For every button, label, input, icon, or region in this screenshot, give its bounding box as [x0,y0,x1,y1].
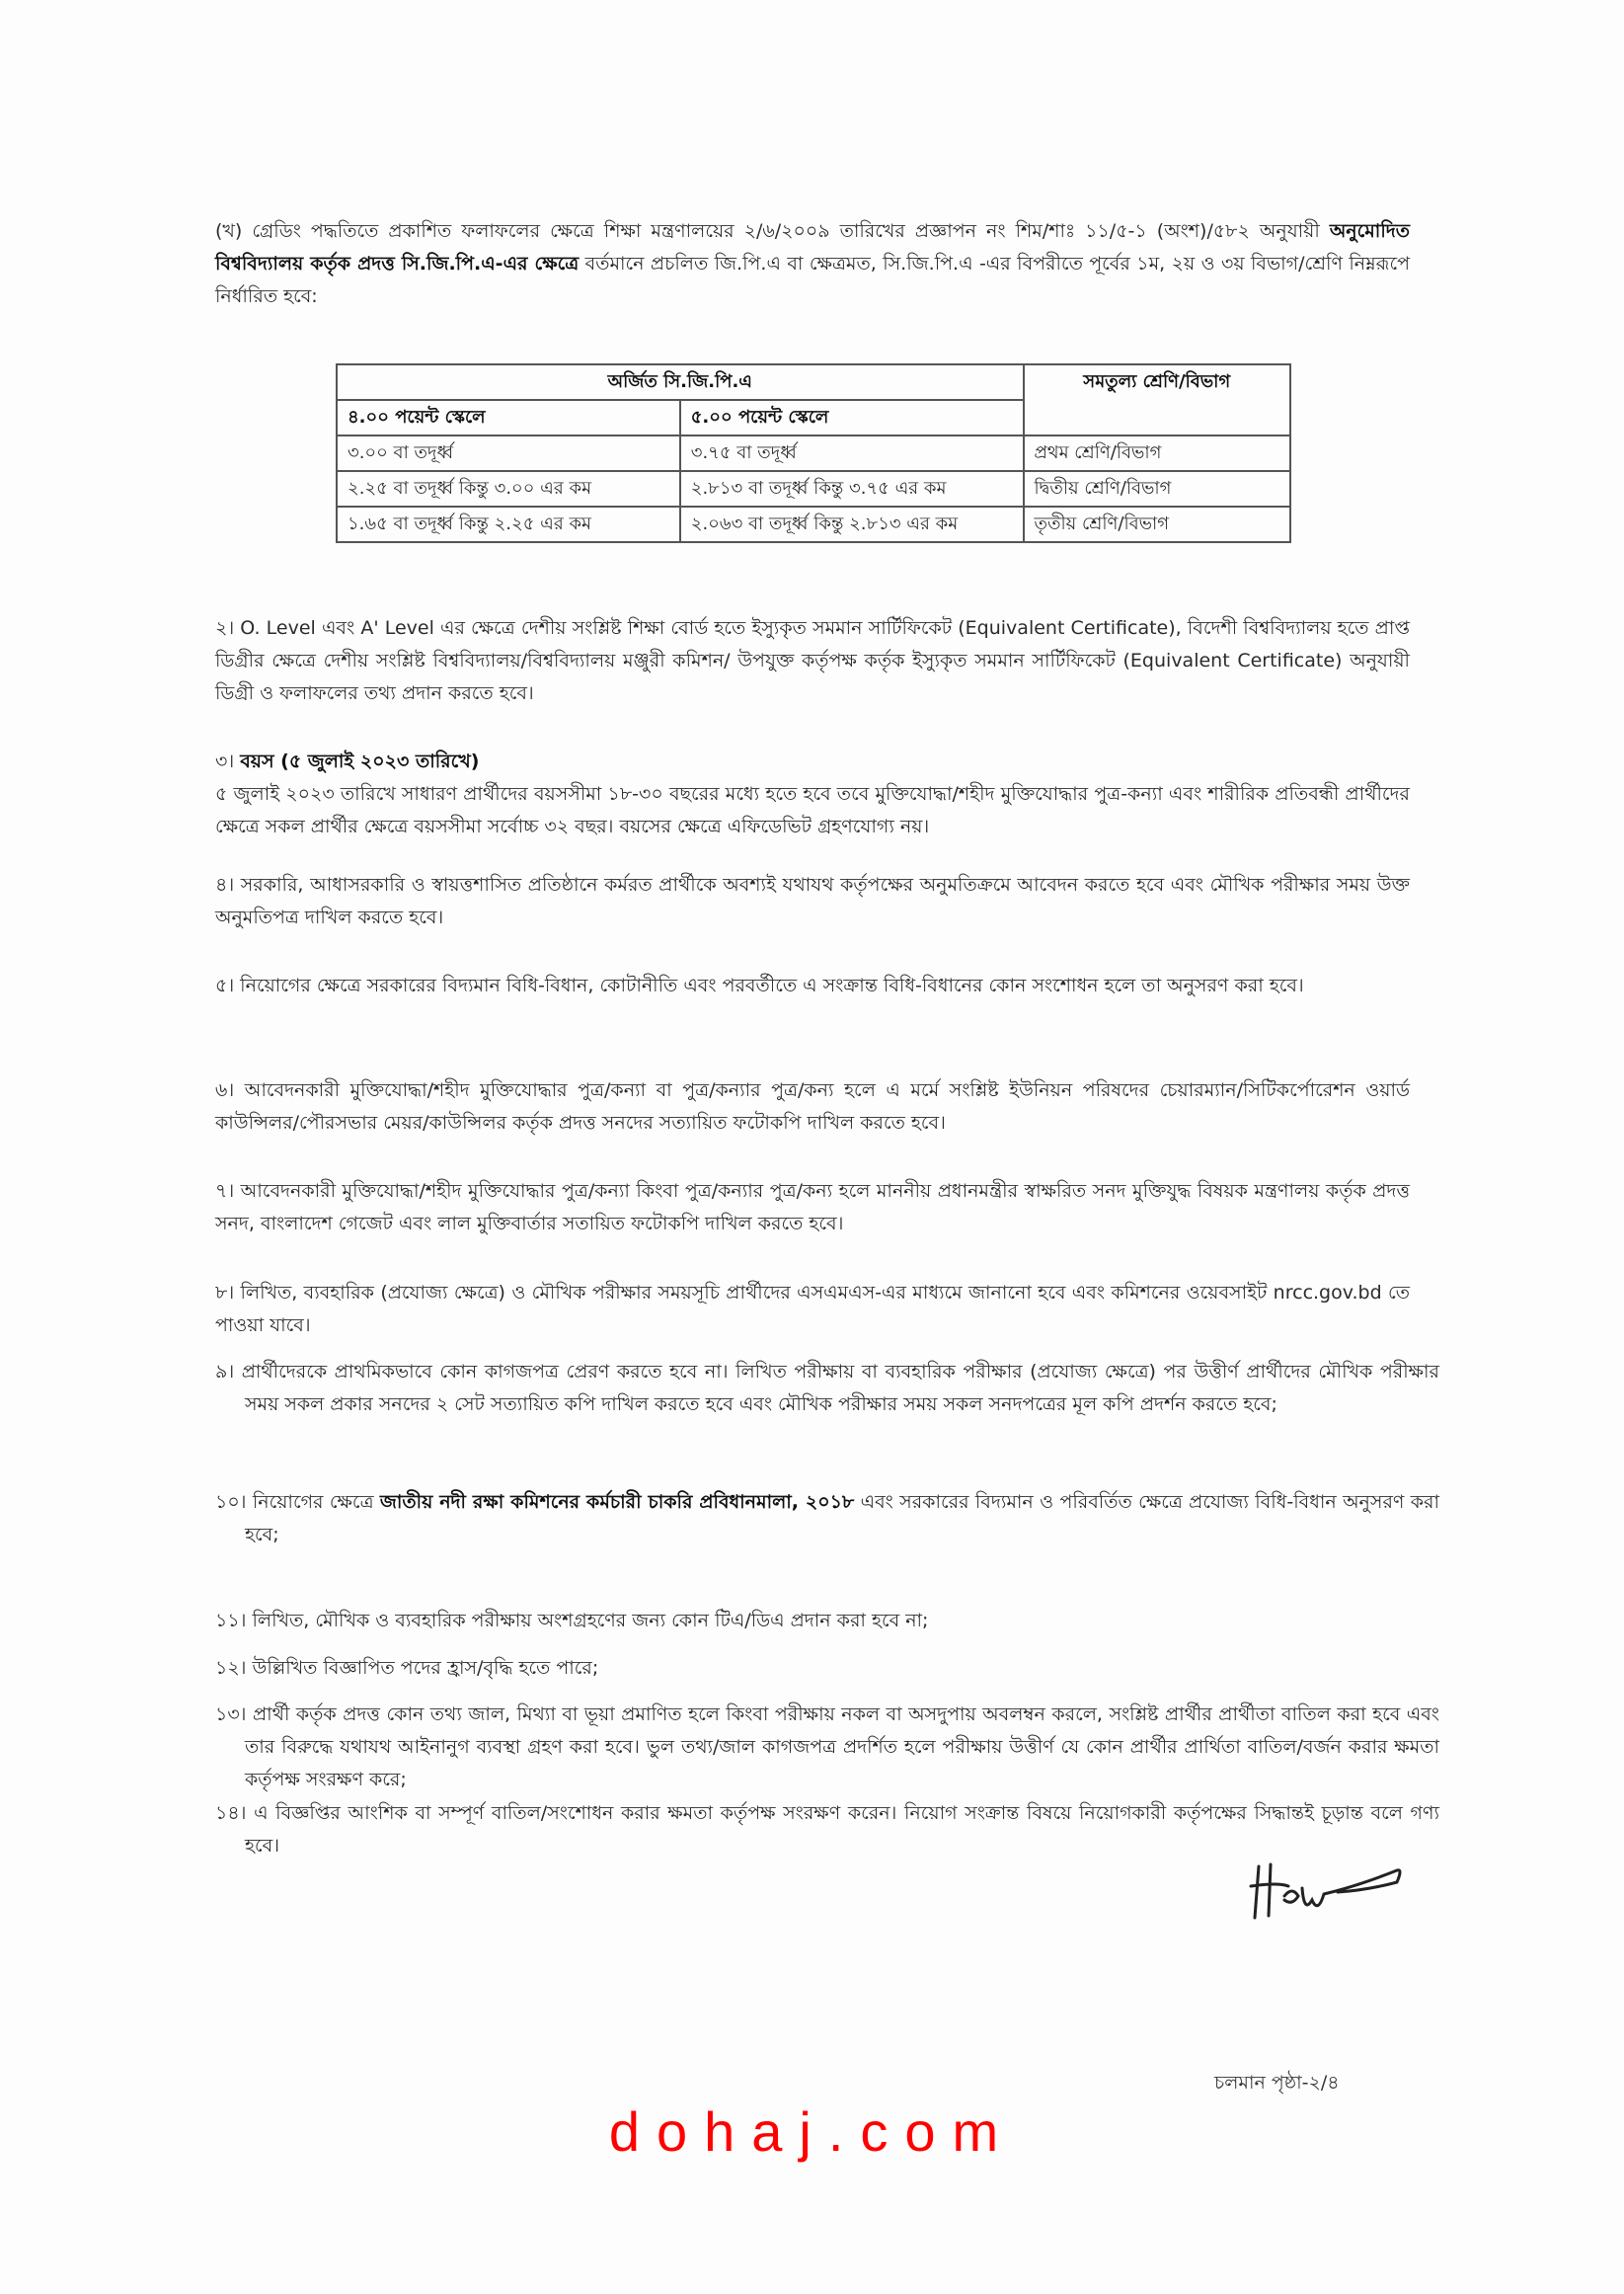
cell-scale-4: ৩.০০ বা তদূর্ধ্ব [337,435,680,471]
cell-scale-4: ২.২৫ বা তদূর্ধ্ব কিন্তু ৩.০০ এর কম [337,471,680,507]
signature-icon [1249,1857,1407,1926]
item-14: ১৪। এ বিজ্ঞপ্তির আংশিক বা সম্পূর্ণ বাতিল/সংশোধন করার ক্ষমতা কর্তৃপক্ষ সংরক্ষণ করেন। নিয়োগ সংক্রান্ত বিষয়ে নিয়োগকারী কর্তৃপক্ষের সিদ্ধান্তই চূড়ান্ত বলে গণ্য হবে। [215,1802,1439,1857]
cell-class: দ্বিতীয় শ্রেণি/বিভাগ [1024,471,1291,507]
item-8: ৮। লিখিত, ব্যবহারিক (প্রযোজ্য ক্ষেত্রে) ও মৌখিক পরীক্ষার সময়সূচি প্রার্থীদের এসএমএস-এর মাধ্যমে জানানো হবে এবং কমিশনের ওয়েবসাইট nrcc.gov.bd তে পাওয়া যাবে। [215,1282,1410,1336]
table-row [337,435,1290,471]
item-11: ১১। লিখিত, মৌখিক ও ব্যবহারিক পরীক্ষায় অংশগ্রহণের জন্য কোন টিএ/ডিএ প্রদান করা হবে না; [215,1610,929,1631]
item-7: ৭। আবেদনকারী মুক্তিযোদ্ধা/শহীদ মুক্তিযোদ্ধার পুত্র/কন্যা কিংবা পুত্র/কন্যার পুত্র/কন্য হলে মাননীয় প্রধানমন্ত্রীর স্বাক্ষরিত সনদ মুক্তিযুদ্ধ বিষয়ক মন্ত্রণালয় কর্তৃক প্রদত্ত সনদ, বাংলাদেশ গেজেট এবং লাল মুক্তিবার্তার সতায়িত ফটোকপি দাখিল করতে হবে। [215,1180,1410,1234]
cell-scale-5: ৩.৭৫ বা তদূর্ধ্ব [680,435,1024,471]
item-2: ২। O. Level এবং A' Level এর ক্ষেত্রে দেশীয় সংশ্লিষ্ট শিক্ষা বোর্ড হতে ইস্যুকৃত সমমান সার্টিফিকেট (Equivalent Certificate), বিদেশী বিশ্ববিদ্যালয় হতে প্রাপ্ত ডিগ্রীর ক্ষেত্রে দেশীয় সংশ্লিষ্ট বিশ্ববিদ্যালয়/বিশ্ববিদ্যালয় মঞ্জুরী কমিশন/ উপযুক্ত কর্তৃপক্ষ কর্তৃক ইস্যুকৃত সমমান সার্টিফিকেট (Equivalent Certificate) অনুযায়ী ডিগ্রী ও ফলাফলের তথ্য প্রদান করতে হবে। [215,617,1410,704]
gpa-equivalence-table [336,363,1291,543]
item-12: ১২। উল্লিখিত বিজ্ঞাপিত পদের হ্রাস/বৃদ্ধি হতে পারে; [215,1657,599,1679]
header-scale-4: ৪.০০ পয়েন্ট স্কেলে [337,400,680,435]
header-cgpa: অর্জিত সি.জি.পি.এ [337,364,1024,400]
section-kha-bold: অনুমোদিত বিশ্ববিদ্যালয় কর্তৃক প্রদত্ত সি.জি.পি.এ-এর ক্ষেত্রে [215,220,1410,275]
cell-scale-5: ২.৮১৩ বা তদূর্ধ্ব কিন্তু ৩.৭৫ এর কম [680,471,1024,507]
header-scale-5: ৫.০০ পয়েন্ট স্কেলে [680,400,1024,435]
cell-scale-4: ১.৬৫ বা তদূর্ধ্ব কিন্তু ২.২৫ এর কম [337,507,680,542]
item-5: ৫। নিয়োগের ক্ষেত্রে সরকারের বিদ্যমান বিধি-বিধান, কোটানীতি এবং পরবর্তীতে এ সংক্রান্ত বিধি-বিধানের কোন সংশোধন হলে তা অনুসরণ করা হবে। [215,975,1304,996]
table-row [337,471,1290,507]
table-header-row [337,364,1290,400]
item-13: ১৩। প্রার্থী কর্তৃক প্রদত্ত কোন তথ্য জাল, মিথ্যা বা ভূয়া প্রমাণিত হলে কিংবা পরীক্ষায় নকল বা অসদুপায় অবলম্বন করলে, সংশ্লিষ্ট প্রার্থীর প্রার্থীতা বাতিল করা হবে এবং তার বিরুদ্ধে যথাযথ আইনানুগ ব্যবস্থা গ্রহণ করা হবে। ভুল তথ্য/জাল কাগজপত্র প্রদর্শিত হলে পরীক্ষায় উত্তীর্ণ যে কোন প্রার্থীর প্রার্থিতা বাতিল/বর্জন করার ক্ষমতা কর্তৃপক্ষ সংরক্ষণ করে; [215,1703,1439,1790]
item-10: ১০। নিয়োগের ক্ষেত্রে জাতীয় নদী রক্ষা কমিশনের কর্মচারী চাকরি প্রবিধানমালা, ২০১৮ এবং সরকারের বিদ্যমান ও পরিবর্তিত ক্ষেত্রে প্রযোজ্য বিধি-বিধান অনুসরণ করা হবে; [215,1491,1439,1545]
cell-class: তৃতীয় শ্রেণি/বিভাগ [1024,507,1291,542]
running-page-label: চলমান পৃষ্ঠা-২/৪ [1214,2072,1340,2094]
item-4: ৪। সরকারি, আধাসরকারি ও স্বায়ত্তশাসিত প্রতিষ্ঠানে কর্মরত প্রার্থীকে অবশ্যই যথাযথ কর্তৃপক্ষের অনুমতিক্রমে আবেদন করতে হবে এবং মৌখিক পরীক্ষার সময় উক্ত অনুমতিপত্র দাখিল করতে হবে। [215,874,1410,928]
table-row [337,507,1290,542]
item-3-heading: ৩। বয়স (৫ জুলাই ২০২৩ তারিখে) [215,751,480,772]
watermark: dohaj.com [608,2100,1016,2163]
header-equivalent-class: সমতুল্য শ্রেণি/বিভাগ [1024,364,1291,435]
item-3-body: ৫ জুলাই ২০২৩ তারিখে সাধারণ প্রার্থীদের বয়সসীমা ১৮-৩০ বছরের মধ্যে হতে হবে তবে মুক্তিযোদ্ধা/শহীদ মুক্তিযোদ্ধার পুত্র-কন্যা এবং শারীরিক প্রতিবন্ধী প্রার্থীদের ক্ষেত্রে সকল প্রার্থীর ক্ষেত্রে বয়সসীমা সর্বোচ্চ ৩২ বছর। বয়সের ক্ষেত্রে এফিডেভিট গ্রহণযোগ্য নয়। [215,783,1410,837]
item-9: ৯। প্রার্থীদেরকে প্রাথমিকভাবে কোন কাগজপত্র প্রেরণ করতে হবে না। লিখিত পরীক্ষায় বা ব্যবহারিক পরীক্ষার (প্রযোজ্য ক্ষেত্রে) পর উত্তীর্ণ প্রার্থীদের মৌখিক পরীক্ষার সময় সকল প্রকার সনদের ২ সেট সত্যায়িত কপি দাখিল করতে হবে এবং মৌখিক পরীক্ষার সময় সকল সনদপত্রের মূল কপি প্রদর্শন করতে হবে; [215,1361,1439,1415]
item-10-bold: জাতীয় নদী রক্ষা কমিশনের কর্মচারী চাকরি প্রবিধানমালা, ২০১৮ [379,1491,855,1513]
cell-scale-5: ২.০৬৩ বা তদূর্ধ্ব কিন্তু ২.৮১৩ এর কম [680,507,1024,542]
item-3 [215,746,1410,843]
section-kha: (খ) গ্রেডিং পদ্ধতিতে প্রকাশিত ফলাফলের ক্ষেত্রে শিক্ষা মন্ত্রণালয়ের ২/৬/২০০৯ তারিখের প্রজ্ঞাপন নং শিম/শাঃ ১১/৫-১ (অংশ)/৫৮২ অনুযায়ী অনুমোদিত বিশ্ববিদ্যালয় কর্তৃক প্রদত্ত সি.জি.পি.এ-এর ক্ষেত্রে বর্তমানে প্রচলিত জি.পি.এ বা ক্ষেত্রমত, সি.জি.পি.এ -এর বিপরীতে পূর্বের ১ম, ২য় ও ৩য় বিভাগ/শ্রেণি নিম্নরূপে নির্ধারিত হবে: [215,220,1411,307]
cell-class: প্রথম শ্রেণি/বিভাগ [1024,435,1291,471]
item-6: ৬। আবেদনকারী মুক্তিযোদ্ধা/শহীদ মুক্তিযোদ্ধার পুত্র/কন্যা বা পুত্র/কন্যার পুত্র/কন্য হলে এ মর্মে সংশ্লিষ্ট ইউনিয়ন পরিষদের চেয়ারম্যান/সিটিকর্পোরেশন ওয়ার্ড কাউন্সিলর/পৌরসভার মেয়র/কাউন্সিলর কর্তৃক প্রদত্ত সনদের সত্যায়িত ফটোকপি দাখিল করতে হবে। [215,1079,1410,1134]
